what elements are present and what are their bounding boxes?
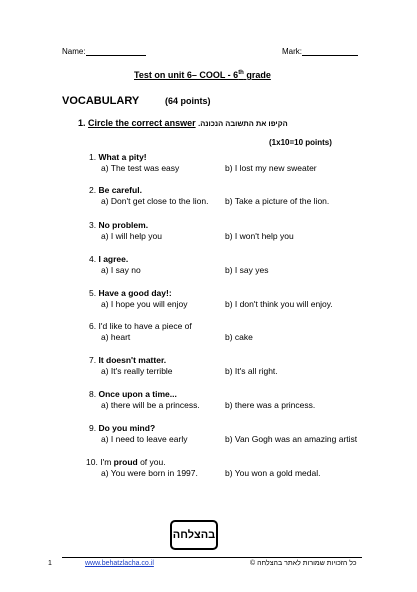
option-b[interactable]: b) You won a gold medal. [225,468,321,478]
section-points: (64 points) [165,96,211,106]
question-stem: I agree. [98,254,129,264]
question-stem: No problem. [98,220,149,230]
name-field[interactable] [62,46,146,56]
exercise-number: 1. [78,118,86,128]
question-stem: Once upon a time... [98,389,177,399]
page-title: Test on unit 6– COOL - 6th grade [134,70,271,80]
option-b[interactable]: b) I don't think you will enjoy. [225,299,333,309]
question-stem: Be careful. [98,185,142,195]
exercise-scoring: (1x10=10 points) [269,138,332,147]
brand-logo: בהצלחה [170,520,218,550]
option-a[interactable]: a) I hope you will enjoy [101,299,188,309]
option-b[interactable]: b) It's all right. [225,366,278,376]
name-blank[interactable] [86,46,146,56]
question-stem: What a pity! [98,152,147,162]
option-b[interactable]: b) I say yes [225,265,269,275]
exercise-instruction [78,118,288,128]
option-b[interactable]: b) Take a picture of the lion. [225,196,330,206]
option-a[interactable]: a) Don't get close to the lion. [101,196,209,206]
page-number: 1 [48,560,52,567]
mark-field[interactable] [282,46,358,56]
section-title: VOCABULARY [62,95,140,107]
option-a[interactable]: a) I will help you [101,231,162,241]
option-b[interactable]: b) cake [225,332,253,342]
instruction-hebrew: הקיפו את התשובה הנכונה. [198,119,288,128]
option-a[interactable]: a) I need to leave early [101,434,188,444]
option-a[interactable]: a) there will be a princess. [101,400,200,410]
question-stem: Have a good day!: [98,288,172,298]
option-a[interactable]: a) It's really terrible [101,366,173,376]
question-stem: Do you mind? [98,423,156,433]
option-b[interactable]: b) I lost my new sweater [225,163,317,173]
footer-link[interactable]: www.behatzlacha.co.il [85,560,154,567]
option-a[interactable]: a) The test was easy [101,163,180,173]
option-b[interactable]: b) there was a princess. [225,400,316,410]
mark-blank[interactable] [302,46,358,56]
option-a[interactable]: a) You were born in 1997. [101,468,198,478]
question-stem: I'd like to have a piece of [98,321,192,331]
option-b[interactable]: b) I won't help you [225,231,294,241]
option-a[interactable]: a) I say no [101,265,141,275]
name-label: Name: [62,47,86,56]
instruction-text: Circle the correct answer [88,118,196,128]
question-stem: It doesn't matter. [98,355,167,365]
mark-label: Mark: [282,47,302,56]
footer-copyright: כל הזכויות שמורות לאתר בהצלחה © [250,560,357,567]
footer-divider [62,557,362,558]
option-b[interactable]: b) Van Gogh was an amazing artist [225,434,358,444]
option-a[interactable]: a) heart [101,332,131,342]
